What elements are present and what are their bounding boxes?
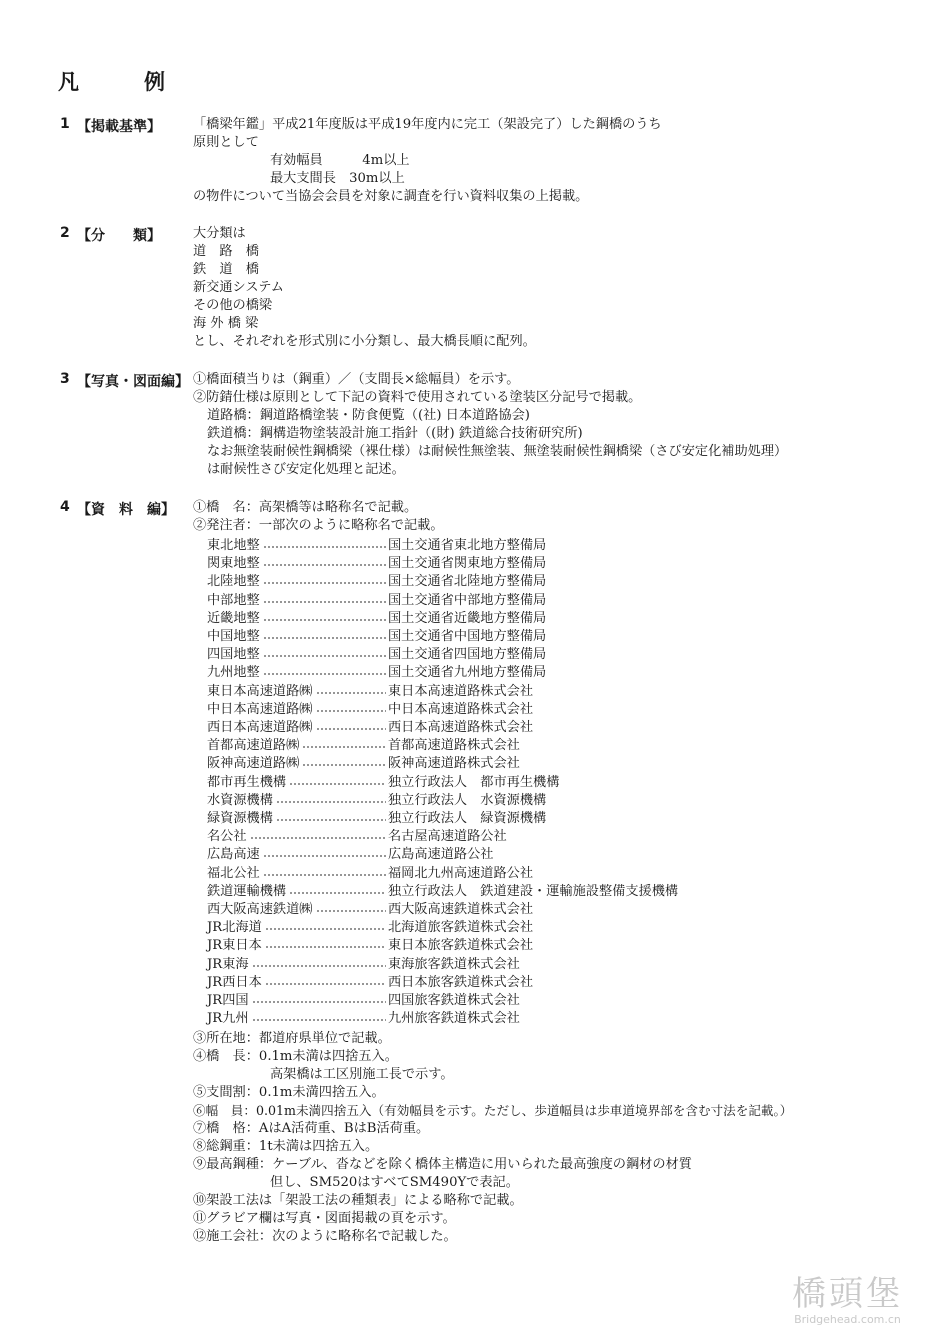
org-full-name: 独立行政法人 水資源機構 [388, 792, 547, 808]
dotted-leader [289, 783, 386, 785]
dotted-leader [276, 801, 386, 803]
dotted-leader [302, 764, 386, 766]
section-number: 3 [60, 371, 70, 387]
dotted-leader [252, 1019, 386, 1021]
org-abbreviation: 近畿地整 [207, 610, 260, 626]
dotted-leader [252, 1001, 386, 1003]
dotted-leader [316, 910, 387, 912]
org-full-name: 国土交通省近畿地方整備局 [388, 610, 547, 626]
org-full-name: 国土交通省四国地方整備局 [388, 647, 547, 663]
org-full-name: 独立行政法人 鉄道建設・運輸施設整備支援機構 [388, 883, 679, 899]
org-full-name: 国土交通省中国地方整備局 [388, 629, 547, 644]
org-abbreviation: 九州地整 [207, 665, 260, 681]
section-text: ②防錆仕様は原則として下記の資料で使用されている塗装区分記号で掲載。 [193, 390, 642, 405]
org-abbreviation: JR西日本 [207, 974, 262, 990]
org-full-name: 北海道旅客鉄道株式会社 [388, 920, 534, 936]
section-text: 原則として [193, 135, 259, 150]
dotted-leader [263, 564, 386, 566]
dotted-leader [263, 855, 386, 857]
section-text: 有効幅員 4m以上 [270, 153, 410, 168]
org-abbreviation: JR九州 [207, 1011, 249, 1027]
note-line: ⑫施工会社：次のように略称名で記載した。 [193, 1229, 457, 1244]
org-abbreviation: 中日本高速道路㈱ [207, 701, 313, 717]
org-abbreviation: 水資源機構 [207, 792, 273, 808]
section-text: ①橋面積当りは（鋼重）／（支間長×総幅員）を示す。 [193, 372, 520, 387]
org-full-name: 四国旅客鉄道株式会社 [388, 993, 520, 1008]
note-line: ⑦橋 格：AはA活荷重、BはB活荷重。 [193, 1121, 430, 1136]
org-full-name: 首都高速道路株式会社 [388, 738, 520, 754]
dotted-leader [263, 655, 386, 657]
note-line: ④橋 長：0.1m未満は四捨五入。 [193, 1049, 398, 1064]
org-abbreviation: 名公社 [207, 829, 247, 845]
note-line: ⑤支間割：0.1m未満四捨五入。 [193, 1085, 385, 1100]
section-text: とし、それぞれを形式別に小分類し、最大橋長順に配列。 [193, 334, 536, 349]
org-abbreviation: 緑資源機構 [207, 811, 273, 826]
dotted-leader [265, 928, 386, 930]
org-full-name: 広島高速道路公社 [388, 847, 494, 863]
dotted-leader [252, 965, 386, 967]
section-number: 4 [60, 499, 70, 515]
note-line: ⑨最高鋼種：ケーブル、沓などを除く橋体主構造に用いられた最高強度の鋼材の材質 [193, 1157, 692, 1172]
dotted-leader [316, 692, 387, 694]
section-text: その他の橋梁 [193, 298, 273, 313]
org-abbreviation: 福北公社 [207, 865, 260, 881]
org-full-name: 福岡北九州高速道路公社 [388, 865, 534, 881]
section-text: 道路橋：鋼道路橋塗装・防食便覧（(社) 日本道路協会) [207, 408, 530, 423]
org-full-name: 名古屋高速道路公社 [388, 829, 507, 845]
org-full-name: 国土交通省北陸地方整備局 [388, 574, 547, 590]
section-text: 鉄 道 橋 [193, 262, 259, 277]
org-abbreviation: JR東日本 [207, 938, 262, 954]
watermark-logo: 橋頭堡 [792, 1274, 903, 1314]
dotted-leader [263, 582, 386, 584]
dotted-leader [263, 673, 386, 675]
org-abbreviation: 東日本高速道路㈱ [207, 683, 313, 699]
note-line: ⑪グラビア欄は写真・図面掲載の頁を示す。 [193, 1211, 456, 1226]
page-title: 凡 例 [58, 70, 187, 94]
org-abbreviation: 中国地整 [207, 629, 260, 644]
dotted-leader [263, 546, 386, 548]
note-line: 高架橋は工区別施工長で示す。 [270, 1067, 454, 1082]
dotted-leader [276, 819, 386, 821]
org-full-name: 西日本旅客鉄道株式会社 [388, 974, 534, 990]
section-text: 大分類は [193, 226, 246, 241]
section-text: ②発注者：一部次のように略称名で記載。 [193, 518, 444, 533]
section-text: ①橋 名：高架橋等は略称名で記載。 [193, 500, 418, 515]
org-abbreviation: 西大阪高速鉄道㈱ [207, 902, 313, 917]
note-line: 但し、SM520はすべてSM490Yで表記。 [270, 1175, 519, 1190]
org-abbreviation: JR北海道 [207, 920, 262, 936]
org-full-name: 東日本高速道路株式会社 [388, 683, 534, 699]
section-text: 最大支間長 30m以上 [270, 171, 405, 186]
section-heading: 【分 類】 [77, 228, 161, 244]
org-full-name: 独立行政法人 都市再生機構 [388, 774, 560, 790]
dotted-leader [250, 837, 386, 839]
watermark [792, 1266, 903, 1326]
org-abbreviation: 鉄道運輸機構 [207, 883, 287, 899]
org-abbreviation: 広島高速 [207, 847, 260, 863]
org-abbreviation: 西日本高速道路㈱ [207, 720, 313, 735]
org-abbreviation: 中部地整 [207, 592, 260, 608]
org-abbreviation: 北陸地整 [207, 574, 260, 590]
section-text: 「橋梁年鑑」平成21年度版は平成19年度内に完工（架設完了）した鋼橋のうち [193, 117, 662, 132]
dotted-leader [263, 601, 386, 603]
section-text: なお無塗装耐候性鋼橋梁（裸仕様）は耐候性無塗装、無塗装耐候性鋼橋梁（さび安定化補助処理） [207, 444, 788, 459]
org-abbreviation: JR四国 [207, 993, 249, 1008]
dotted-leader [263, 637, 386, 639]
org-full-name: 阪神高速道路株式会社 [388, 756, 520, 772]
note-line: ⑥幅 員：0.01m未満四捨五入（有効幅員を示す。ただし、歩道幅員は歩車道境界部を含む寸法を記載。） [193, 1103, 793, 1118]
org-abbreviation: 首都高速道路㈱ [207, 738, 300, 754]
dotted-leader [263, 874, 386, 876]
org-full-name: 国土交通省九州地方整備局 [388, 665, 547, 681]
org-full-name: 東海旅客鉄道株式会社 [388, 956, 520, 972]
dotted-leader [302, 746, 386, 748]
section-text: 鉄道橋：鋼構造物塗装設計施工指針（(財) 鉄道総合技術研究所) [207, 426, 583, 441]
note-line: ③所在地：都道府県単位で記載。 [193, 1031, 391, 1046]
org-abbreviation: 都市再生機構 [207, 774, 287, 790]
dotted-leader [316, 710, 387, 712]
section-heading: 【写真・図面編】 [77, 374, 189, 390]
section-text: の物件について当協会会員を対象に調査を行い資料収集の上掲載。 [193, 189, 589, 204]
dotted-leader [265, 946, 386, 948]
section-number: 1 [60, 116, 70, 132]
org-abbreviation: 阪神高速道路㈱ [207, 756, 300, 772]
org-full-name: 独立行政法人 緑資源機構 [388, 811, 547, 826]
section-heading: 【掲載基準】 [77, 119, 161, 135]
org-full-name: 西大阪高速鉄道株式会社 [388, 902, 534, 917]
org-abbreviation: 東北地整 [207, 538, 260, 553]
org-full-name: 西日本高速道路株式会社 [388, 720, 534, 735]
org-full-name: 中日本高速道路株式会社 [388, 701, 534, 717]
watermark-url: Bridgehead.com.cn [794, 1313, 901, 1326]
org-full-name: 国土交通省中部地方整備局 [388, 592, 547, 608]
note-line: ⑧総鋼重：1t未満は四捨五入。 [193, 1139, 379, 1154]
org-abbreviation: 関東地整 [207, 556, 260, 572]
dotted-leader [316, 728, 387, 730]
org-abbreviation: JR東海 [207, 956, 249, 972]
org-full-name: 国土交通省関東地方整備局 [388, 556, 547, 572]
dotted-leader [265, 983, 386, 985]
dotted-leader [263, 619, 386, 621]
section-text: は耐候性さび安定化処理と記述。 [207, 462, 405, 477]
section-text: 道 路 橋 [193, 244, 259, 259]
section-number: 2 [60, 225, 70, 241]
org-full-name: 東日本旅客鉄道株式会社 [388, 938, 534, 954]
section-text: 海 外 橋 梁 [193, 316, 259, 331]
note-line: ⑩架設工法は「架設工法の種類表」による略称で記載。 [193, 1193, 523, 1208]
org-full-name: 国土交通省東北地方整備局 [388, 538, 547, 553]
section-text: 新交通システム [193, 280, 284, 295]
org-abbreviation: 四国地整 [207, 647, 260, 663]
section-heading: 【資 料 編】 [77, 502, 175, 518]
org-full-name: 九州旅客鉄道株式会社 [388, 1011, 520, 1027]
dotted-leader [289, 892, 386, 894]
